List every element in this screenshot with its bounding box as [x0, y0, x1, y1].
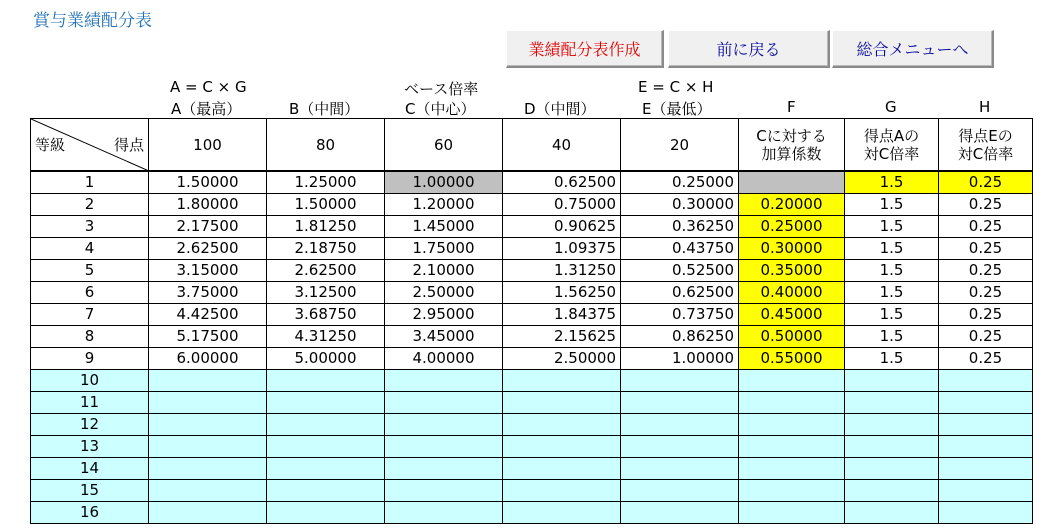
cell-a[interactable]: 1.50000: [149, 171, 267, 194]
cell-c[interactable]: 3.45000: [385, 326, 503, 348]
cell-e[interactable]: 0.86250: [621, 326, 739, 348]
cell-d[interactable]: 1.84375: [503, 304, 621, 326]
grade-cell[interactable]: 15: [31, 480, 149, 502]
cell-d[interactable]: 2.15625: [503, 326, 621, 348]
grade-cell[interactable]: 9: [31, 348, 149, 370]
empty-cell[interactable]: [503, 370, 621, 392]
table-row: [31, 238, 1033, 260]
base-rate-label: ベース倍率: [404, 80, 479, 98]
empty-row: [31, 502, 1033, 524]
grade-points-corner: [31, 119, 149, 172]
table-row: [31, 304, 1033, 326]
empty-row: [31, 458, 1033, 480]
cell-c[interactable]: 1.20000: [385, 194, 503, 216]
cell-a[interactable]: 2.17500: [149, 216, 267, 238]
cell-e[interactable]: 0.25000: [621, 171, 739, 194]
empty-cell[interactable]: [149, 502, 267, 524]
cell-b[interactable]: 1.25000: [267, 171, 385, 194]
empty-cell[interactable]: [267, 480, 385, 502]
empty-cell[interactable]: [149, 458, 267, 480]
empty-cell[interactable]: [739, 502, 845, 524]
empty-cell[interactable]: [621, 436, 739, 458]
cell-b[interactable]: 1.50000: [267, 194, 385, 216]
empty-cell[interactable]: [149, 370, 267, 392]
empty-cell[interactable]: [739, 458, 845, 480]
cell-e[interactable]: 0.73750: [621, 304, 739, 326]
empty-row: [31, 480, 1033, 502]
empty-cell[interactable]: [385, 502, 503, 524]
empty-row: [31, 414, 1033, 436]
grade-cell[interactable]: 1: [31, 171, 149, 194]
empty-cell[interactable]: [621, 392, 739, 414]
points-a[interactable]: 100: [149, 119, 267, 172]
cell-b[interactable]: 3.68750: [267, 304, 385, 326]
cell-e[interactable]: 0.62500: [621, 282, 739, 304]
f-header: [739, 119, 845, 172]
empty-cell[interactable]: [503, 414, 621, 436]
col-label-c: C（中心）: [405, 100, 476, 118]
formula-a: A = C × G: [170, 78, 247, 96]
cell-d[interactable]: 0.62500: [503, 171, 621, 194]
cell-e[interactable]: 0.36250: [621, 216, 739, 238]
grade-cell[interactable]: 4: [31, 238, 149, 260]
cell-g[interactable]: 1.5: [845, 216, 939, 238]
empty-cell[interactable]: [845, 370, 939, 392]
cell-g[interactable]: 1.5: [845, 326, 939, 348]
cell-c[interactable]: 1.45000: [385, 216, 503, 238]
grade-cell[interactable]: 7: [31, 304, 149, 326]
points-header: 得点: [113, 136, 144, 154]
empty-cell[interactable]: [845, 436, 939, 458]
points-d[interactable]: 40: [503, 119, 621, 172]
h-header: [939, 119, 1033, 172]
cell-h[interactable]: 0.25: [939, 348, 1033, 370]
cell-b[interactable]: 4.31250: [267, 326, 385, 348]
header-row: [31, 119, 1033, 172]
cell-f[interactable]: 0.25000: [739, 216, 845, 238]
empty-cell[interactable]: [149, 480, 267, 502]
cell-g[interactable]: 1.5: [845, 238, 939, 260]
cell-g[interactable]: 1.5: [845, 260, 939, 282]
empty-cell[interactable]: [385, 370, 503, 392]
cell-g[interactable]: 1.5: [845, 348, 939, 370]
empty-cell[interactable]: [939, 414, 1033, 436]
col-label-e: E（最低）: [642, 100, 712, 118]
cell-d[interactable]: 1.31250: [503, 260, 621, 282]
g-header: [845, 119, 939, 172]
cell-f[interactable]: 0.45000: [739, 304, 845, 326]
cell-g[interactable]: 1.5: [845, 282, 939, 304]
empty-row: [31, 370, 1033, 392]
points-e[interactable]: 20: [621, 119, 739, 172]
empty-cell[interactable]: [739, 370, 845, 392]
cell-d[interactable]: 0.75000: [503, 194, 621, 216]
cell-h[interactable]: 0.25: [939, 194, 1033, 216]
cell-a[interactable]: 4.42500: [149, 304, 267, 326]
empty-cell[interactable]: [621, 480, 739, 502]
cell-h[interactable]: 0.25: [939, 304, 1033, 326]
main-menu-button[interactable]: 総合メニューへ: [832, 30, 994, 68]
cell-f[interactable]: 0.30000: [739, 238, 845, 260]
grade-cell[interactable]: 16: [31, 502, 149, 524]
empty-cell[interactable]: [621, 370, 739, 392]
cell-d[interactable]: 2.50000: [503, 348, 621, 370]
empty-cell[interactable]: [621, 502, 739, 524]
col-label-b: B（中間）: [289, 100, 360, 118]
cell-a[interactable]: 5.17500: [149, 326, 267, 348]
empty-cell[interactable]: [739, 392, 845, 414]
cell-b[interactable]: 5.00000: [267, 348, 385, 370]
grade-cell[interactable]: 6: [31, 282, 149, 304]
cell-f[interactable]: 0.35000: [739, 260, 845, 282]
empty-cell[interactable]: [503, 458, 621, 480]
grade-cell[interactable]: 2: [31, 194, 149, 216]
empty-cell[interactable]: [845, 458, 939, 480]
empty-row: [31, 436, 1033, 458]
cell-c[interactable]: 2.95000: [385, 304, 503, 326]
cell-a[interactable]: 3.15000: [149, 260, 267, 282]
col-label-h: H: [979, 98, 991, 116]
cell-h[interactable]: 0.25: [939, 260, 1033, 282]
table-row: [31, 282, 1033, 304]
empty-cell[interactable]: [939, 392, 1033, 414]
empty-cell[interactable]: [845, 392, 939, 414]
cell-a[interactable]: 3.75000: [149, 282, 267, 304]
empty-cell[interactable]: [939, 458, 1033, 480]
empty-cell[interactable]: [739, 480, 845, 502]
cell-f[interactable]: 0.50000: [739, 326, 845, 348]
empty-cell[interactable]: [939, 480, 1033, 502]
empty-cell[interactable]: [621, 458, 739, 480]
col-label-d: D（中間）: [524, 100, 596, 118]
empty-cell[interactable]: [503, 502, 621, 524]
empty-cell[interactable]: [845, 414, 939, 436]
col-label-f: F: [787, 98, 796, 116]
empty-cell[interactable]: [503, 392, 621, 414]
g-header-line1: 得点Aの: [863, 126, 920, 145]
cell-c[interactable]: 1.00000: [385, 171, 503, 194]
grade-cell[interactable]: 11: [31, 392, 149, 414]
cell-a[interactable]: 6.00000: [149, 348, 267, 370]
cell-b[interactable]: 2.62500: [267, 260, 385, 282]
formula-e: E = C × H: [638, 78, 714, 96]
h-header-line1: 得点Eの: [958, 126, 1013, 145]
empty-cell[interactable]: [845, 502, 939, 524]
cell-e[interactable]: 0.43750: [621, 238, 739, 260]
cell-c[interactable]: 1.75000: [385, 238, 503, 260]
col-label-a: A（最高）: [171, 100, 242, 118]
empty-cell[interactable]: [385, 414, 503, 436]
empty-cell[interactable]: [939, 436, 1033, 458]
table-row: [31, 194, 1033, 216]
empty-cell[interactable]: [267, 436, 385, 458]
grade-cell[interactable]: 3: [31, 216, 149, 238]
cell-d[interactable]: 1.09375: [503, 238, 621, 260]
table-row: [31, 348, 1033, 370]
grade-cell[interactable]: 12: [31, 414, 149, 436]
grade-cell[interactable]: 8: [31, 326, 149, 348]
empty-cell[interactable]: [385, 458, 503, 480]
cell-f[interactable]: 0.20000: [739, 194, 845, 216]
empty-cell[interactable]: [149, 436, 267, 458]
cell-e[interactable]: 0.52500: [621, 260, 739, 282]
grade-header: 等級: [35, 136, 66, 154]
grade-cell[interactable]: 13: [31, 436, 149, 458]
table-row: [31, 260, 1033, 282]
empty-cell[interactable]: [739, 414, 845, 436]
empty-cell[interactable]: [621, 414, 739, 436]
cell-c[interactable]: 4.00000: [385, 348, 503, 370]
cell-g[interactable]: 1.5: [845, 304, 939, 326]
empty-cell[interactable]: [739, 436, 845, 458]
empty-cell[interactable]: [385, 480, 503, 502]
cell-d[interactable]: 0.90625: [503, 216, 621, 238]
empty-cell[interactable]: [267, 502, 385, 524]
cell-g[interactable]: 1.5: [845, 171, 939, 194]
empty-cell[interactable]: [267, 370, 385, 392]
cell-f[interactable]: 0.55000: [739, 348, 845, 370]
h-header-line2: 対C倍率: [957, 144, 1014, 163]
cell-h[interactable]: 0.25: [939, 171, 1033, 194]
f-header-line1: Cに対する: [756, 126, 827, 145]
cell-b[interactable]: 2.18750: [267, 238, 385, 260]
g-header-line2: 対C倍率: [863, 144, 920, 163]
cell-h[interactable]: 0.25: [939, 282, 1033, 304]
empty-cell[interactable]: [267, 414, 385, 436]
cell-d[interactable]: 1.56250: [503, 282, 621, 304]
table-row: [31, 216, 1033, 238]
cell-f[interactable]: [739, 171, 845, 194]
empty-cell[interactable]: [845, 480, 939, 502]
back-button[interactable]: 前に戻る: [668, 30, 830, 68]
create-table-button[interactable]: 業績配分表作成: [506, 30, 664, 68]
empty-cell[interactable]: [267, 392, 385, 414]
col-label-g: G: [885, 98, 897, 116]
empty-cell[interactable]: [149, 392, 267, 414]
cell-a[interactable]: 2.62500: [149, 238, 267, 260]
cell-b[interactable]: 1.81250: [267, 216, 385, 238]
grade-cell[interactable]: 14: [31, 458, 149, 480]
cell-a[interactable]: 1.80000: [149, 194, 267, 216]
empty-cell[interactable]: [503, 480, 621, 502]
empty-cell[interactable]: [149, 414, 267, 436]
allocation-table: [30, 118, 1033, 524]
empty-cell[interactable]: [267, 458, 385, 480]
empty-cell[interactable]: [385, 392, 503, 414]
grade-cell[interactable]: 5: [31, 260, 149, 282]
table-row: [31, 171, 1033, 194]
empty-cell[interactable]: [939, 370, 1033, 392]
empty-cell[interactable]: [385, 436, 503, 458]
empty-cell[interactable]: [939, 502, 1033, 524]
cell-b[interactable]: 3.12500: [267, 282, 385, 304]
grade-cell[interactable]: 10: [31, 370, 149, 392]
cell-e[interactable]: 0.30000: [621, 194, 739, 216]
cell-e[interactable]: 1.00000: [621, 348, 739, 370]
cell-h[interactable]: 0.25: [939, 216, 1033, 238]
cell-h[interactable]: 0.25: [939, 238, 1033, 260]
cell-h[interactable]: 0.25: [939, 326, 1033, 348]
table-row: [31, 326, 1033, 348]
cell-c[interactable]: 2.50000: [385, 282, 503, 304]
points-c[interactable]: 60: [385, 119, 503, 172]
page-title: 賞与業績配分表: [33, 11, 152, 31]
f-header-line2: 加算係数: [761, 144, 822, 163]
cell-c[interactable]: 2.10000: [385, 260, 503, 282]
empty-row: [31, 392, 1033, 414]
points-b[interactable]: 80: [267, 119, 385, 172]
empty-cell[interactable]: [503, 436, 621, 458]
cell-f[interactable]: 0.40000: [739, 282, 845, 304]
cell-g[interactable]: 1.5: [845, 194, 939, 216]
